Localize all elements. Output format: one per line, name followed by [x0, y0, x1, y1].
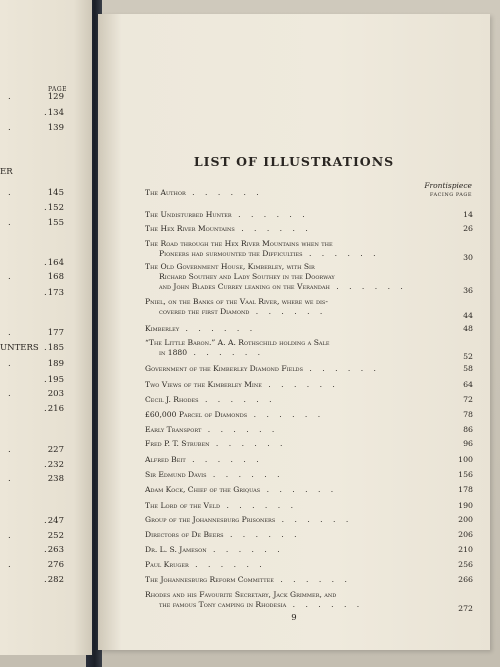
left-page-row-number: 227 — [47, 445, 64, 455]
illustration-entry — [145, 439, 473, 449]
leader-dots: . . . . . . — [247, 410, 325, 419]
left-page-row — [0, 575, 86, 587]
illustration-entry — [145, 590, 473, 613]
illustration-caption-line: The Author . . . . . . — [145, 188, 263, 197]
illustration-caption-line: Kimberley . . . . . . — [145, 324, 257, 333]
left-page-row — [0, 404, 86, 416]
leader-dot: . — [44, 404, 47, 414]
left-page-row — [0, 218, 86, 230]
left-page-row-number: 263 — [47, 545, 64, 555]
illustration-caption-line: and John Blades Currey leaning on the Verandah . . . . . . — [159, 282, 407, 291]
left-page-row-text: UNTERS — [0, 343, 39, 353]
illustration-entry — [145, 545, 473, 555]
illustration-page-number: 48 — [463, 324, 473, 333]
left-page-row-number: 252 — [47, 531, 64, 541]
leader-dots: . . . . . . — [231, 210, 309, 219]
leader-dot: . — [44, 203, 47, 213]
leader-dot: . — [8, 389, 11, 399]
leader-dot: . — [8, 328, 11, 338]
left-page-row — [0, 560, 86, 572]
illustration-caption-line: Government of the Kimberley Diamond Fields . . . . . . — [145, 364, 380, 373]
illustration-caption-line: Group of the Johannesburg Prisoners . . . . . . — [145, 515, 353, 524]
left-page-row — [0, 188, 86, 200]
left-page-row — [0, 359, 86, 371]
left-page-row-number: 195 — [47, 375, 64, 385]
illustration-page-number: 256 — [458, 560, 473, 569]
illustration-entry — [145, 470, 473, 480]
leader-dots: . . . . . . — [249, 307, 327, 316]
illustration-caption-line: Pniel, on the Banks of the Vaal River, where we dis- — [145, 297, 328, 306]
left-page-row — [0, 460, 86, 472]
illustration-caption-line: Pioneers had surmounted the Difficulties . . . . . . — [159, 249, 380, 258]
illustration-page-number: 36 — [463, 286, 473, 295]
leader-dot: . — [44, 545, 47, 555]
illustration-entry — [145, 455, 473, 465]
left-page-row — [0, 516, 86, 528]
left-page-row — [0, 108, 86, 120]
illustration-page-number: 44 — [463, 311, 473, 320]
leader-dots: . . . . . . — [206, 545, 284, 554]
illustration-page-number: 58 — [463, 364, 473, 373]
left-page-row — [0, 272, 86, 284]
illustration-caption-line: Alfred Beit . . . . . . — [145, 455, 263, 464]
left-page-row — [0, 545, 86, 557]
illustration-entry — [145, 188, 467, 198]
left-page-column-label: PAGE — [48, 86, 67, 93]
left-page-row-number: 238 — [47, 474, 64, 484]
leader-dot: . — [8, 123, 11, 133]
left-page-row — [0, 167, 86, 179]
leader-dot: . — [44, 108, 47, 118]
illustration-caption-line: Richard Southey and Lady Southey in the Doorway — [159, 272, 335, 281]
leader-dots: . . . . . . — [286, 600, 364, 609]
illustration-page-number: 266 — [458, 575, 473, 584]
illustration-page-number: 272 — [458, 604, 473, 613]
illustration-entry — [145, 395, 473, 405]
illustration-entry — [145, 515, 473, 525]
leader-dots: . . . . . . — [209, 439, 287, 448]
illustration-entry — [145, 338, 473, 361]
leader-dots: . . . . . . — [303, 364, 380, 373]
frontispiece-label: Frontispiece — [424, 181, 472, 190]
left-page-row — [0, 288, 86, 300]
left-page-row-text: ER — [0, 167, 13, 177]
illustration-caption-line: Cecil J. Rhodes . . . . . . — [145, 395, 276, 404]
left-page-row — [0, 389, 86, 401]
left-page-row — [0, 328, 86, 340]
left-page-row — [0, 531, 86, 543]
leader-dot: . — [44, 575, 47, 585]
leader-dots: . . . . . . — [273, 575, 351, 584]
left-page-row — [0, 258, 86, 270]
leader-dots: . . . . . . — [185, 188, 263, 197]
left-page-row — [0, 445, 86, 457]
illustration-entry — [145, 410, 473, 420]
leader-dot: . — [8, 92, 11, 102]
page-number: 9 — [291, 613, 297, 623]
illustration-caption-line: “The Little Baron.” A. A. Rothschild holding a Sale — [145, 338, 330, 347]
left-page-row-number: 232 — [47, 460, 64, 470]
leader-dot: . — [44, 288, 47, 298]
left-page-row — [0, 123, 86, 135]
illustration-caption-line: Fred P. T. Struben . . . . . . — [145, 439, 287, 448]
illustration-page-number: 190 — [458, 501, 473, 510]
leader-dots: . . . . . . — [198, 395, 276, 404]
left-page-row-number: 152 — [47, 203, 64, 213]
illustration-caption-line: Directors of De Beers . . . . . . — [145, 530, 301, 539]
leader-dot: . — [8, 445, 11, 455]
illustration-entry — [145, 425, 473, 435]
illustration-caption-line: Two Views of the Kimberley Mine . . . . . . — [145, 380, 339, 389]
leader-dots: . . . . . . — [260, 485, 338, 494]
illustration-caption-line: the famous Tony camping in Rhodesia . . . . . . — [159, 600, 364, 609]
left-page-row-number: 216 — [47, 404, 64, 414]
illustration-caption-line: The Undisturbed Hunter . . . . . . — [145, 210, 309, 219]
illustration-entry — [145, 501, 473, 511]
illustration-page-number: 86 — [463, 425, 473, 434]
facing-page-label: FACING PAGE — [429, 192, 472, 198]
leader-dot: . — [8, 531, 11, 541]
illustration-caption-line: Adam Kock, Chief of the Griquas . . . . . . — [145, 485, 338, 494]
left-page-row-number: 134 — [47, 108, 64, 118]
illustration-page-number: 64 — [463, 380, 473, 389]
illustration-caption-line: The Johannesburg Reform Committee . . . . . . — [145, 575, 351, 584]
leader-dots: . . . . . . — [302, 249, 380, 258]
left-page-row-number: 282 — [47, 575, 64, 585]
leader-dots: . . . . . . — [234, 224, 312, 233]
left-page-row-number: 189 — [47, 359, 64, 369]
right-page — [98, 14, 490, 650]
leader-dot: . — [44, 516, 47, 526]
leader-dot: . — [44, 343, 47, 353]
illustration-entry — [145, 224, 473, 234]
leader-dot: . — [8, 188, 11, 198]
leader-dots: . . . . . . — [187, 348, 265, 357]
left-page-row — [0, 92, 86, 104]
left-page-row — [0, 474, 86, 486]
leader-dot: . — [44, 460, 47, 470]
leader-dot: . — [44, 258, 47, 268]
illustration-entry — [145, 530, 473, 540]
left-page-row-number: 247 — [47, 516, 64, 526]
leader-dots: . . . . . . — [261, 380, 339, 389]
left-page-row-number: 139 — [47, 123, 64, 133]
illustration-caption-line: £60,000 Parcel of Diamonds . . . . . . — [145, 410, 325, 419]
illustration-page-number: 72 — [463, 395, 473, 404]
leader-dots: . . . . . . — [201, 425, 279, 434]
leader-dot: . — [8, 272, 11, 282]
illustration-caption-line: Sir Edmund Davis . . . . . . — [145, 470, 284, 479]
leader-dots: . . . . . . — [329, 282, 407, 291]
left-page-row-number: 164 — [47, 258, 64, 268]
left-page-row-number: 177 — [47, 328, 64, 338]
illustration-entry — [145, 324, 473, 334]
illustration-page-number: 30 — [463, 253, 473, 262]
illustration-caption-line: The Lord of the Veld . . . . . . — [145, 501, 297, 510]
illustration-page-number: 210 — [458, 545, 473, 554]
illustration-page-number: 52 — [463, 352, 473, 361]
illustration-entry — [145, 210, 473, 220]
illustration-page-number: 206 — [458, 530, 473, 539]
leader-dots: . . . . . . — [179, 324, 257, 333]
leader-dots: . . . . . . — [185, 455, 263, 464]
illustration-page-number: 156 — [458, 470, 473, 479]
left-page-row — [0, 343, 86, 355]
illustration-caption-line: in 1880 . . . . . . — [159, 348, 265, 357]
left-page-row-number: 173 — [47, 288, 64, 298]
leader-dot: . — [8, 218, 11, 228]
illustration-entry — [145, 380, 473, 390]
illustration-caption-line: The Hex River Mountains . . . . . . — [145, 224, 312, 233]
left-page-row-number: 203 — [47, 389, 64, 399]
left-page-row — [0, 203, 86, 215]
left-page-row-number: 129 — [47, 92, 64, 102]
leader-dot: . — [8, 560, 11, 570]
illustration-caption-line: Rhodes and his Favourite Secretary, Jack Grimmer, and — [145, 590, 337, 599]
left-page-row-number: 145 — [47, 188, 64, 198]
illustration-caption-line: Dr. L. S. Jameson . . . . . . — [145, 545, 284, 554]
illustration-page-number: 200 — [458, 515, 473, 524]
leader-dots: . . . . . . — [220, 501, 297, 510]
left-page — [0, 0, 92, 655]
leader-dots: . . . . . . — [206, 470, 284, 479]
left-page-row-number: 155 — [47, 218, 64, 228]
left-page-row — [0, 375, 86, 387]
illustration-caption-line: The Road through the Hex River Mountains when the — [145, 239, 333, 248]
illustration-entry — [145, 297, 473, 320]
illustration-caption-line: Early Transport . . . . . . — [145, 425, 279, 434]
illustration-entry — [145, 575, 473, 585]
illustration-entry — [145, 262, 473, 295]
illustration-page-number: 78 — [463, 410, 473, 419]
illustration-page-number: 100 — [458, 455, 473, 464]
illustration-caption-line: Paul Kruger . . . . . . — [145, 560, 266, 569]
illustration-caption-line: covered the first Diamond . . . . . . — [159, 307, 327, 316]
left-page-row-number: 276 — [47, 560, 64, 570]
leader-dot: . — [44, 375, 47, 385]
leader-dot: . — [8, 359, 11, 369]
page-title: LIST OF ILLUSTRATIONS — [193, 154, 395, 169]
illustration-entry — [145, 364, 473, 374]
illustration-page-number: 96 — [463, 439, 473, 448]
illustration-entry — [145, 239, 473, 262]
left-page-row-number: 168 — [47, 272, 64, 282]
illustration-entry — [145, 560, 473, 570]
leader-dots: . . . . . . — [188, 560, 266, 569]
illustration-page-number: 178 — [458, 485, 473, 494]
leader-dots: . . . . . . — [223, 530, 301, 539]
illustration-page-number: 14 — [463, 210, 473, 219]
illustration-caption-line: The Old Government House, Kimberley, with Sir — [145, 262, 315, 271]
left-page-row-number: 185 — [47, 343, 64, 353]
illustration-page-number: 26 — [463, 224, 473, 233]
leader-dots: . . . . . . — [275, 515, 353, 524]
leader-dot: . — [8, 474, 11, 484]
illustration-entry — [145, 485, 473, 495]
